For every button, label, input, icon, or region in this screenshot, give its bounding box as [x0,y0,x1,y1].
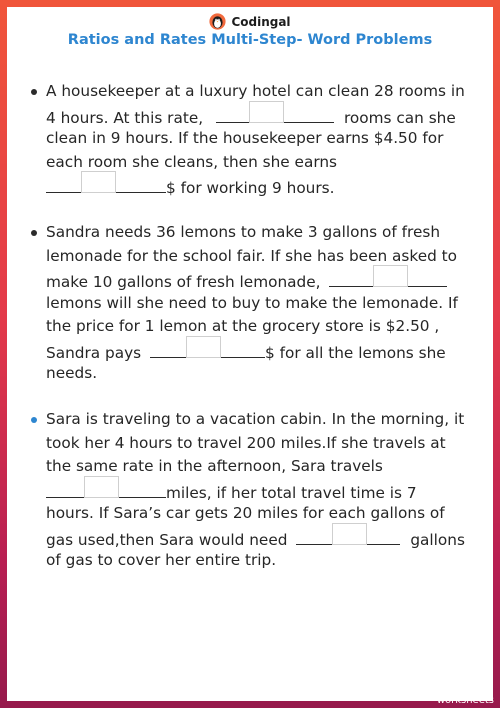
problem-3 [46,408,488,573]
problem-2-line-7: needs. [46,364,98,382]
problem-2-line-3a: make 10 gallons of fresh lemonade, [46,273,321,291]
worksheet-title: Ratios and Rates Multi-Step- Word Problems [67,32,433,48]
answer-blank-lemons[interactable] [329,268,447,287]
problem-3-line-6a: gas used,then Sara would need [46,530,288,549]
problem-3-line-7: of gas to cover her entire trip. [46,551,277,569]
worksheet-page [7,7,493,701]
answer-box[interactable] [81,171,116,193]
problem-2-line-6b: $ for all the lemons she [265,343,446,362]
problem-1 [46,80,488,198]
answer-box[interactable] [84,476,119,498]
footer-top-text: TOP [456,687,475,695]
bullet-icon [31,417,37,423]
bullet-icon [31,230,37,236]
problem-3-line-5: hours. If Sara’s car gets 20 miles for each gallons of [46,504,445,522]
problem-1-line-4: each room she cleans, then she earns [46,152,338,171]
answer-blank-miles[interactable] [46,479,166,498]
answer-box[interactable] [373,265,408,287]
answer-blank-rooms[interactable] [216,104,334,123]
problem-3-line-2: took her 4 hours to travel 200 miles.If she travels at [46,433,446,452]
topworksheets-logo [437,687,494,705]
answer-blank-gallons[interactable] [296,526,400,545]
bullet-icon [31,89,37,95]
problem-3-line-3: the same rate in the afternoon, Sara travels [46,457,383,475]
problem-3-line-4b: miles, if her total travel time is 7 [166,483,417,502]
problem-2 [46,221,488,386]
footer-worksheets-text: worksheets [436,695,494,706]
answer-box[interactable] [249,101,284,123]
answer-box[interactable] [332,523,367,545]
problem-1-line-2b: rooms can she [343,108,456,127]
problem-2-line-4: lemons will she need to buy to make the lemonade. If [46,293,458,312]
brand-name: Codingal [231,14,291,29]
brand-header [7,13,493,31]
problem-1-line-2a: 4 hours. At this rate, [46,108,204,127]
problem-3-line-6b: gallons [410,530,465,549]
problem-1-line-5b: $ for working 9 hours. [166,179,335,197]
answer-blank-earnings[interactable] [46,174,166,193]
penguin-logo-icon [209,13,226,30]
problem-1-line-3: clean in 9 hours. If the housekeeper earns $4.50 for [46,129,444,147]
problem-2-line-2: lemonade for the school fair. If she has been asked to [46,246,458,265]
answer-blank-cost[interactable] [150,339,265,358]
problem-2-line-6a: Sandra pays [46,343,142,362]
problem-1-line-1: A housekeeper at a luxury hotel can clean 28 rooms in [46,82,465,100]
answer-box[interactable] [186,336,221,358]
problem-3-line-1: Sara is traveling to a vacation cabin. In the morning, it [46,410,465,428]
problem-2-line-1: Sandra needs 36 lemons to make 3 gallons of fresh [46,223,441,241]
problem-2-line-5: the price for 1 lemon at the grocery store is $2.50 , [46,317,440,335]
